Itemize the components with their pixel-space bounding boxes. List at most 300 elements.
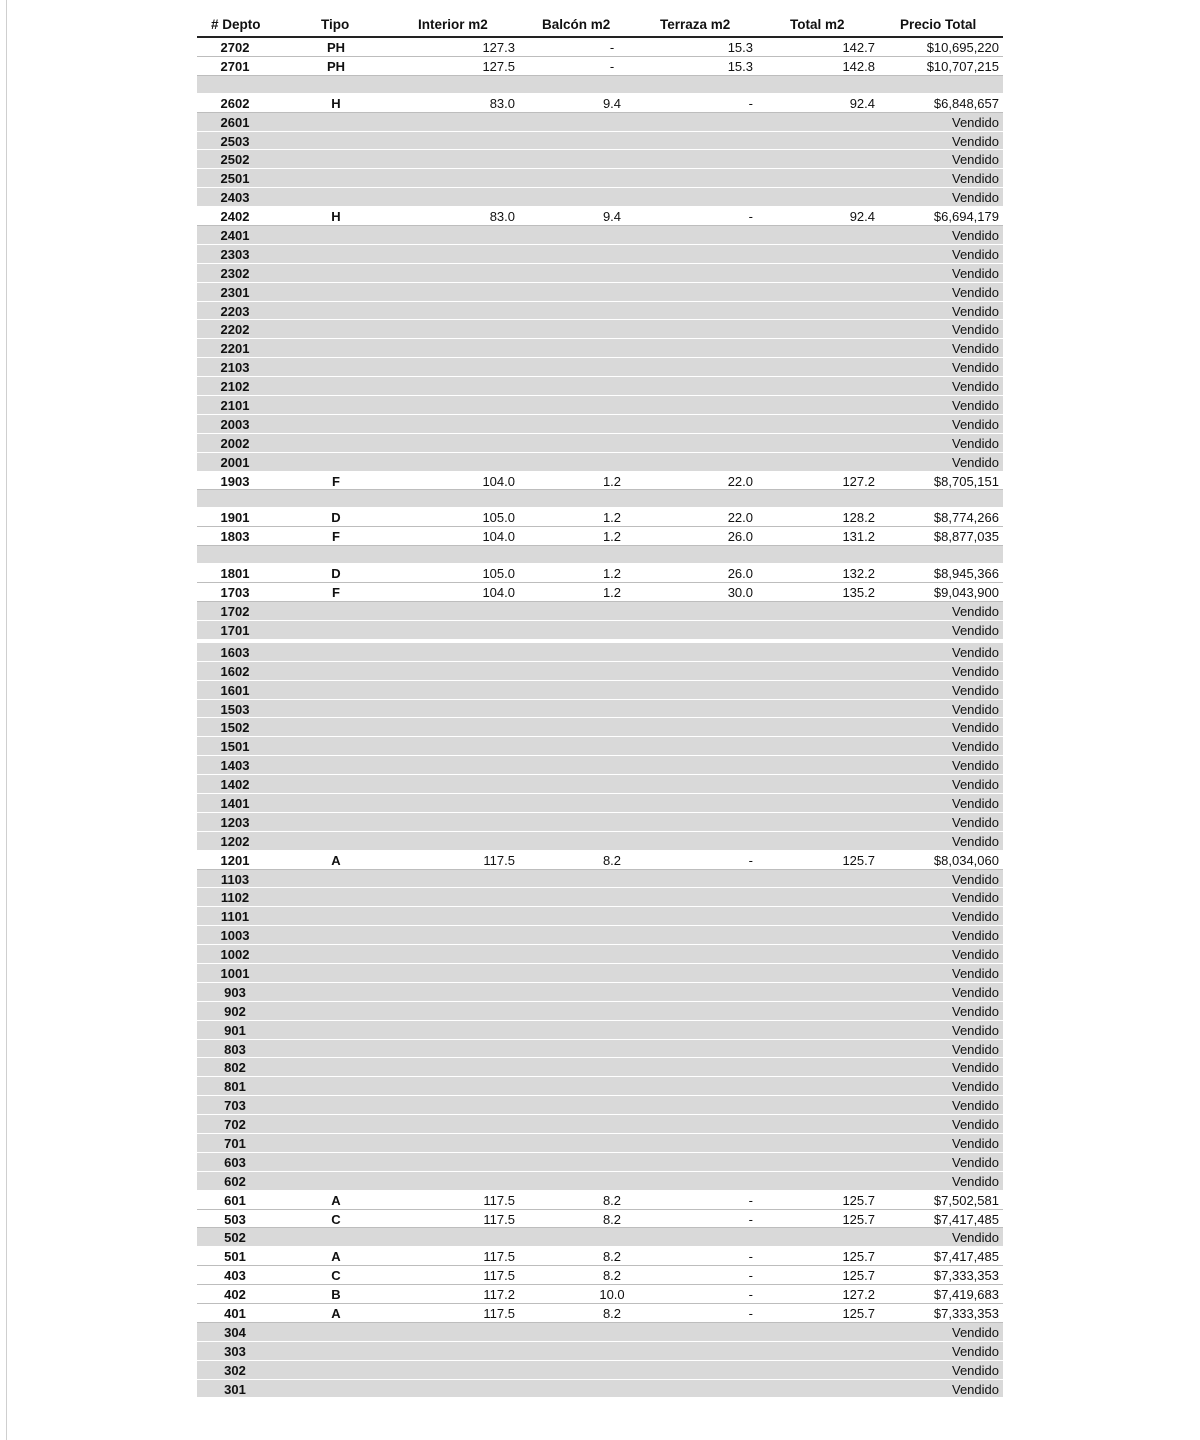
table-row: [197, 1040, 1003, 1059]
cell-precio: Vendido: [952, 303, 999, 319]
cell-balcon: 8.2: [602, 1268, 622, 1284]
cell-depto: 1903: [220, 473, 250, 489]
cell-depto: 1501: [220, 739, 250, 755]
cell-tipo: A: [331, 1249, 341, 1265]
cell-interior: 127.3: [482, 40, 515, 55]
cell-precio: $7,333,353: [933, 1268, 999, 1284]
cell-depto: 602: [224, 1173, 246, 1189]
cell-precio: Vendido: [952, 947, 999, 963]
cell-depto: 502: [224, 1230, 246, 1246]
cell-depto: 1202: [220, 833, 250, 849]
cell-precio: Vendido: [952, 1041, 999, 1057]
cell-precio: Vendido: [952, 1060, 999, 1076]
cell-precio: Vendido: [952, 379, 999, 395]
cell-tipo: H: [331, 95, 341, 111]
cell-tipo: PH: [326, 58, 346, 74]
table-row: [197, 1361, 1003, 1380]
table-row: [197, 264, 1003, 283]
cell-depto: 1503: [220, 701, 250, 717]
cell-interior: 117.2: [483, 1287, 515, 1303]
table-row: [197, 339, 1003, 358]
cell-precio: Vendido: [952, 454, 999, 470]
cell-total: 128.2: [842, 510, 875, 526]
cell-total: 131.2: [842, 529, 875, 545]
cell-balcon: 9.4: [602, 95, 622, 111]
cell-depto: 1602: [220, 663, 250, 679]
cell-balcon: 9.4: [602, 209, 622, 225]
cell-depto: 2501: [220, 171, 250, 187]
cell-precio: Vendido: [952, 890, 999, 906]
table-row: [197, 756, 1003, 775]
cell-terraza: -: [748, 1192, 753, 1208]
cell-precio: Vendido: [952, 814, 999, 830]
cell-total: 127.2: [842, 473, 875, 489]
cell-terraza: -: [748, 1306, 753, 1321]
cell-interior: 104.0: [482, 585, 515, 601]
cell-depto: 1502: [220, 720, 250, 736]
cell-precio: $7,419,683: [933, 1287, 999, 1303]
cell-depto: 601: [224, 1192, 246, 1208]
cell-tipo: H: [331, 209, 341, 225]
table-row: [197, 583, 1003, 602]
cell-precio: Vendido: [952, 133, 999, 149]
cell-depto: 701: [224, 1135, 246, 1151]
cell-terraza: 22.0: [727, 473, 753, 489]
cell-depto: 2601: [220, 114, 250, 130]
cell-balcon: -: [609, 58, 615, 74]
cell-terraza: 30.0: [727, 585, 753, 601]
cell-precio: Vendido: [952, 739, 999, 755]
cell-depto: 503: [224, 1211, 246, 1227]
cell-terraza: -: [748, 1211, 753, 1227]
cell-tipo: A: [331, 1192, 341, 1208]
table-row: [197, 794, 1003, 813]
table-row: [197, 1096, 1003, 1115]
table-row: [197, 832, 1003, 851]
cell-interior: 117.5: [483, 1306, 515, 1321]
table-row: [197, 472, 1003, 491]
table-row: [197, 188, 1003, 207]
table-row: [197, 396, 1003, 415]
cell-precio: Vendido: [952, 644, 999, 660]
cell-total: 125.7: [842, 1192, 875, 1208]
cell-terraza: -: [748, 852, 753, 868]
cell-depto: 1403: [220, 758, 250, 774]
cell-balcon: 8.2: [602, 1306, 622, 1321]
cell-depto: 901: [224, 1022, 246, 1038]
cell-interior: 105.0: [482, 510, 515, 526]
cell-interior: 117.5: [483, 1211, 515, 1227]
cell-precio: Vendido: [952, 1381, 999, 1397]
table-row: [197, 1247, 1003, 1266]
cell-balcon: 10.0: [599, 1287, 625, 1303]
table-row: [197, 169, 1003, 188]
header-precio: Precio Total: [900, 17, 977, 32]
cell-depto: 2002: [220, 435, 250, 451]
cell-depto: 2103: [220, 360, 250, 376]
table-row: [197, 1077, 1003, 1096]
table-row: [197, 508, 1003, 527]
spacer-row: [197, 76, 1003, 94]
cell-precio: $7,502,581: [933, 1192, 999, 1208]
cell-precio: Vendido: [952, 720, 999, 736]
cell-tipo: A: [331, 852, 341, 868]
cell-precio: Vendido: [952, 322, 999, 338]
cell-depto: 2701: [220, 58, 250, 74]
cell-precio: Vendido: [952, 1173, 999, 1189]
table-row: [197, 564, 1003, 583]
table-row: [197, 737, 1003, 756]
table-row: [197, 283, 1003, 302]
cell-terraza: -: [748, 95, 753, 111]
cell-depto: 703: [224, 1098, 246, 1114]
table-row: [197, 245, 1003, 264]
cell-terraza: 15.3: [727, 58, 753, 74]
header-total: Total m2: [790, 17, 845, 32]
table-row: [197, 813, 1003, 832]
cell-precio: Vendido: [952, 1135, 999, 1151]
table-row: [197, 226, 1003, 245]
cell-interior: 117.5: [483, 1192, 515, 1208]
cell-tipo: B: [331, 1287, 341, 1303]
cell-tipo: F: [332, 473, 340, 489]
cell-precio: Vendido: [952, 416, 999, 432]
cell-terraza: -: [748, 1268, 753, 1284]
cell-precio: Vendido: [952, 909, 999, 925]
cell-depto: 902: [224, 1003, 246, 1019]
cell-depto: 501: [224, 1249, 246, 1265]
cell-terraza: 22.0: [727, 510, 753, 526]
table-row: [197, 870, 1003, 889]
cell-precio: Vendido: [952, 833, 999, 849]
cell-total: 125.7: [842, 1268, 875, 1284]
table-row: [197, 377, 1003, 396]
cell-total: 135.2: [842, 585, 875, 601]
cell-precio: Vendido: [952, 114, 999, 130]
cell-terraza: 26.0: [727, 566, 753, 582]
cell-depto: 2503: [220, 133, 250, 149]
table-row: [197, 1380, 1003, 1399]
cell-depto: 1103: [220, 871, 250, 887]
cell-precio: Vendido: [952, 795, 999, 811]
cell-balcon: 1.2: [602, 529, 622, 545]
table-row: [197, 302, 1003, 321]
table-row: [197, 1342, 1003, 1361]
cell-precio: $8,705,151: [933, 473, 999, 489]
table-row: [197, 1134, 1003, 1153]
cell-depto: 2401: [220, 228, 250, 244]
cell-depto: 2203: [220, 303, 250, 319]
cell-precio: Vendido: [952, 1098, 999, 1114]
cell-precio: $9,043,900: [933, 585, 999, 601]
cell-precio: Vendido: [952, 1154, 999, 1170]
cell-balcon: 8.2: [602, 1192, 622, 1208]
cell-depto: 1703: [220, 585, 250, 601]
cell-depto: 2202: [220, 322, 250, 338]
table-row: [197, 453, 1003, 472]
header-terraza: Terraza m2: [660, 17, 731, 32]
cell-depto: 1901: [220, 510, 250, 526]
cell-precio: Vendido: [952, 1003, 999, 1019]
cell-depto: 1201: [220, 852, 250, 868]
cell-terraza: -: [748, 1249, 753, 1265]
cell-balcon: 1.2: [602, 585, 622, 601]
cell-precio: Vendido: [952, 682, 999, 698]
spacer-row: [197, 490, 1003, 508]
table-row: [197, 1228, 1003, 1247]
cell-total: 125.7: [842, 852, 875, 868]
cell-precio: Vendido: [952, 758, 999, 774]
cell-total: 92.4: [849, 95, 875, 111]
cell-interior: 104.0: [482, 473, 515, 489]
cell-precio: Vendido: [952, 265, 999, 281]
cell-tipo: D: [331, 510, 341, 526]
header-depto: # Depto: [211, 17, 261, 32]
table-row: [197, 1191, 1003, 1210]
cell-precio: Vendido: [952, 398, 999, 414]
cell-depto: 2101: [220, 398, 250, 414]
cell-precio: Vendido: [952, 1022, 999, 1038]
table-row: [197, 621, 1003, 640]
cell-precio: Vendido: [952, 1117, 999, 1133]
cell-interior: 117.5: [483, 852, 515, 868]
cell-precio: Vendido: [952, 663, 999, 679]
table-row: [197, 38, 1003, 57]
cell-balcon: 8.2: [602, 852, 622, 868]
cell-interior: 83.0: [489, 95, 515, 111]
table-row: [197, 1153, 1003, 1172]
cell-precio: Vendido: [952, 1324, 999, 1340]
table-row: [197, 907, 1003, 926]
cell-precio: $7,417,485: [933, 1211, 999, 1227]
table-row: [197, 888, 1003, 907]
cell-precio: Vendido: [952, 171, 999, 187]
cell-depto: 401: [224, 1306, 246, 1321]
cell-depto: 2003: [220, 416, 250, 432]
cell-terraza: 26.0: [727, 529, 753, 545]
cell-balcon: 1.2: [602, 510, 622, 526]
cell-tipo: A: [331, 1306, 341, 1321]
cell-depto: 2301: [220, 284, 250, 300]
cell-terraza: 15.3: [727, 40, 753, 55]
cell-precio: Vendido: [952, 604, 999, 620]
cell-precio: Vendido: [952, 1230, 999, 1246]
cell-tipo: F: [332, 529, 340, 545]
table-row: [197, 358, 1003, 377]
spacer-row: [197, 546, 1003, 564]
cell-depto: 1001: [220, 965, 250, 981]
cell-interior: 127.5: [482, 58, 515, 74]
cell-precio: $6,694,179: [933, 209, 999, 225]
cell-depto: 1601: [220, 682, 250, 698]
cell-precio: Vendido: [952, 246, 999, 262]
cell-precio: Vendido: [952, 1362, 999, 1378]
table-row: [197, 602, 1003, 621]
cell-precio: Vendido: [952, 284, 999, 300]
cell-depto: 2201: [220, 341, 250, 357]
cell-precio: Vendido: [952, 341, 999, 357]
table-row: [197, 983, 1003, 1002]
cell-depto: 1102: [220, 890, 250, 906]
cell-precio: $8,034,060: [933, 852, 999, 868]
cell-total: 92.4: [849, 209, 875, 225]
cell-tipo: C: [331, 1268, 341, 1284]
table-row: [197, 681, 1003, 700]
table-row: [197, 150, 1003, 169]
header-interior: Interior m2: [418, 17, 488, 32]
cell-precio: $7,333,353: [933, 1306, 999, 1321]
cell-depto: 702: [224, 1117, 246, 1133]
cell-precio: Vendido: [952, 871, 999, 887]
table-row: [197, 775, 1003, 794]
table-row: [197, 1115, 1003, 1134]
table-row: [197, 94, 1003, 113]
table-header: [197, 14, 1003, 38]
header-balcon: Balcón m2: [542, 17, 611, 32]
table-row: [197, 113, 1003, 132]
cell-balcon: 1.2: [602, 566, 622, 582]
cell-terraza: -: [748, 1287, 753, 1303]
cell-terraza: -: [748, 209, 753, 225]
cell-depto: 1801: [220, 566, 250, 582]
cell-depto: 1701: [220, 622, 250, 638]
table-row: [197, 662, 1003, 681]
cell-precio: Vendido: [952, 1343, 999, 1359]
cell-depto: 1803: [220, 529, 250, 545]
cell-depto: 2602: [220, 95, 250, 111]
table-row: [197, 851, 1003, 870]
table-row: [197, 434, 1003, 453]
table-row: [197, 945, 1003, 964]
cell-precio: $8,945,366: [933, 566, 999, 582]
cell-depto: 1401: [220, 795, 250, 811]
cell-precio: $7,417,485: [933, 1249, 999, 1265]
cell-depto: 801: [224, 1079, 246, 1095]
cell-balcon: 8.2: [602, 1211, 622, 1227]
cell-depto: 301: [224, 1381, 246, 1397]
table-row: [197, 643, 1003, 662]
cell-depto: 2001: [220, 454, 250, 470]
cell-depto: 402: [224, 1287, 246, 1303]
cell-balcon: -: [609, 40, 615, 55]
cell-precio: Vendido: [952, 984, 999, 1000]
cell-tipo: F: [332, 585, 340, 601]
cell-precio: Vendido: [952, 965, 999, 981]
cell-interior: 105.0: [482, 566, 515, 582]
cell-depto: 1101: [220, 909, 250, 925]
table-row: [197, 1058, 1003, 1077]
table-row: [197, 1266, 1003, 1285]
cell-precio: Vendido: [952, 190, 999, 206]
table-row: [197, 1285, 1003, 1304]
cell-depto: 304: [224, 1324, 246, 1340]
table-row: [197, 527, 1003, 546]
cell-depto: 1702: [220, 604, 250, 620]
cell-precio: $8,774,266: [933, 510, 999, 526]
cell-precio: Vendido: [952, 360, 999, 376]
cell-depto: 302: [224, 1362, 246, 1378]
cell-depto: 403: [224, 1268, 246, 1284]
table-row: [197, 1323, 1003, 1342]
cell-depto: 1203: [220, 814, 250, 830]
table-row: [197, 132, 1003, 151]
cell-total: 142.7: [842, 40, 875, 55]
cell-interior: 117.5: [483, 1249, 515, 1265]
cell-precio: $6,848,657: [933, 95, 999, 111]
table-row: [197, 1172, 1003, 1191]
table-row: [197, 1210, 1003, 1229]
cell-total: 125.7: [842, 1211, 875, 1227]
table-row: [197, 718, 1003, 737]
cell-balcon: 8.2: [602, 1249, 622, 1265]
cell-depto: 2403: [220, 190, 250, 206]
table-row: [197, 700, 1003, 719]
table-row: [197, 207, 1003, 226]
cell-precio: Vendido: [952, 622, 999, 638]
cell-tipo: PH: [326, 40, 346, 55]
table-row: [197, 320, 1003, 339]
table-body: [197, 38, 1003, 1398]
cell-precio: $10,707,215: [926, 58, 999, 74]
table-row: [197, 1021, 1003, 1040]
cell-total: 132.2: [842, 566, 875, 582]
cell-precio: Vendido: [952, 777, 999, 793]
table-row: [197, 1304, 1003, 1323]
cell-precio: $10,695,220: [926, 40, 999, 55]
cell-depto: 1002: [220, 947, 250, 963]
cell-depto: 903: [224, 984, 246, 1000]
units-table: [197, 14, 1003, 1398]
cell-depto: 303: [224, 1343, 246, 1359]
table-row: [197, 926, 1003, 945]
cell-precio: $8,877,035: [933, 529, 999, 545]
cell-depto: 2302: [220, 265, 250, 281]
cell-precio: Vendido: [952, 928, 999, 944]
cell-depto: 2402: [220, 209, 250, 225]
cell-precio: Vendido: [952, 701, 999, 717]
cell-total: 127.2: [842, 1287, 875, 1303]
table-row: [197, 1002, 1003, 1021]
cell-depto: 1402: [220, 777, 250, 793]
cell-depto: 2303: [220, 246, 250, 262]
cell-interior: 104.0: [482, 529, 515, 545]
cell-tipo: D: [331, 566, 341, 582]
cell-depto: 2102: [220, 379, 250, 395]
cell-depto: 803: [224, 1041, 246, 1057]
cell-precio: Vendido: [952, 228, 999, 244]
cell-interior: 83.0: [489, 209, 515, 225]
cell-precio: Vendido: [952, 152, 999, 168]
cell-precio: Vendido: [952, 435, 999, 451]
cell-tipo: C: [331, 1211, 341, 1227]
cell-depto: 1603: [220, 644, 250, 660]
cell-total: 125.7: [842, 1306, 875, 1321]
cell-precio: Vendido: [952, 1079, 999, 1095]
cell-depto: 2702: [220, 40, 250, 55]
cell-total: 125.7: [842, 1249, 875, 1265]
cell-interior: 117.5: [483, 1268, 515, 1284]
page-edge: [6, 0, 7, 1440]
table-row: [197, 415, 1003, 434]
table-row: [197, 57, 1003, 76]
cell-depto: 603: [224, 1154, 246, 1170]
table-row: [197, 964, 1003, 983]
cell-depto: 802: [224, 1060, 246, 1076]
cell-total: 142.8: [842, 58, 875, 74]
cell-balcon: 1.2: [602, 473, 622, 489]
cell-depto: 1003: [220, 928, 250, 944]
header-tipo: Tipo: [321, 17, 350, 32]
